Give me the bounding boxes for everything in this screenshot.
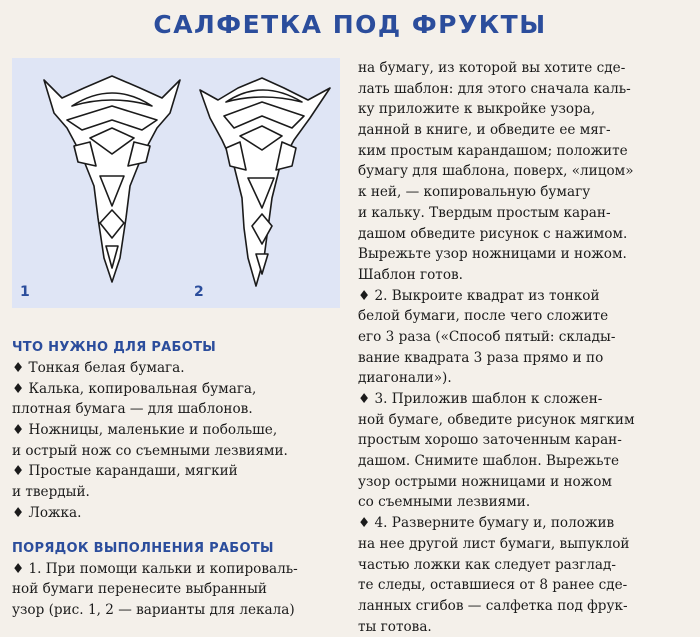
procedure-line: на нее другой лист бумаги, выпуклой <box>358 535 630 552</box>
procedure-line: Шаблон готов. <box>358 266 463 283</box>
procedure-line: его 3 раза («Способ пятый: склады- <box>358 328 616 345</box>
pattern-figure <box>12 58 340 308</box>
procedure-line: данной в книге, и обведите ее мяг- <box>358 122 611 139</box>
procedure-line: ланных сгибов — салфетка под фрук- <box>358 597 628 614</box>
materials-line: ♦ Простые карандаши, мягкий <box>12 463 238 480</box>
procedure-line: ной бумаге, обведите рисунок мягким <box>358 411 635 428</box>
procedure-line: ♦ 4. Разверните бумагу и, положив <box>358 515 615 532</box>
procedure-line: ким простым карандашом; положите <box>358 142 628 159</box>
procedure-line: узор острыми ножницами и ножом <box>358 473 612 490</box>
procedure-heading: ПОРЯДОК ВЫПОЛНЕНИЯ РАБОТЫ <box>12 540 274 556</box>
procedure-line: бумагу для шаблона, поверх, «лицом» <box>358 163 634 180</box>
procedure-line: дашом. Снимите шаблон. Вырежьте <box>358 453 620 470</box>
figure-label-1: 1 <box>20 284 30 300</box>
pattern-illustration <box>12 58 340 308</box>
procedure-line: лать шаблон: для этого сначала каль- <box>358 80 631 97</box>
procedure-line: те следы, оставшиеся от 8 ранее сде- <box>358 577 628 594</box>
procedure-line: ты готова. <box>358 618 432 635</box>
materials-line: и острый нож со съемными лезвиями. <box>12 442 288 459</box>
right-column <box>358 58 694 637</box>
figure-label-2: 2 <box>194 284 204 300</box>
procedure-line: ной бумаги перенесите выбранный <box>12 581 267 598</box>
materials-list <box>12 358 344 524</box>
left-column <box>12 338 344 621</box>
procedure-line: и кальку. Твердым простым каран- <box>358 204 611 221</box>
page-title: САЛФЕТКА ПОД ФРУКТЫ <box>153 10 547 39</box>
pattern-2-shape <box>200 78 330 286</box>
materials-line: ♦ Тонкая белая бумага. <box>12 360 185 376</box>
materials-line: и твердый. <box>12 484 90 501</box>
materials-line: плотная бумага — для шаблонов. <box>12 401 253 418</box>
procedure-line: диагонали»). <box>358 370 452 387</box>
materials-line: ♦ Калька, копировальная бумага, <box>12 380 257 397</box>
procedure-line: белой бумаги, после чего сложите <box>358 308 609 325</box>
procedure-line: узор (рис. 1, 2 — варианты для лекала) <box>12 601 295 618</box>
procedure-line: ♦ 1. При помощи кальки и копироваль- <box>12 560 298 577</box>
procedure-line: Вырежьте узор ножницами и ножом. <box>358 246 627 263</box>
pattern-1-shape <box>44 76 180 282</box>
procedure-line: к ней, — копировальную бумагу <box>358 184 591 201</box>
materials-line: ♦ Ложка. <box>12 504 82 521</box>
materials-heading: ЧТО НУЖНО ДЛЯ РАБОТЫ <box>12 340 217 355</box>
procedure-line: ♦ 2. Выкроите квадрат из тонкой <box>358 287 600 304</box>
materials-line: ♦ Ножницы, маленькие и побольше, <box>12 422 278 439</box>
procedure-start <box>12 559 344 621</box>
procedure-line: ♦ 3. Приложив шаблон к сложен- <box>358 391 603 407</box>
procedure-line: со съемными лезвиями. <box>358 494 531 511</box>
procedure-line: простым хорошо заточенным каран- <box>358 432 622 449</box>
procedure-line: вание квадрата 3 раза прямо и по <box>358 349 604 366</box>
procedure-line: на бумагу, из которой вы хотите сде- <box>358 60 626 76</box>
procedure-line: ку приложите к выкройке узора, <box>358 101 596 118</box>
procedure-line: частью ложки как следует разглад- <box>358 556 616 573</box>
procedure-line: дашом обведите рисунок с нажимом. <box>358 225 628 242</box>
